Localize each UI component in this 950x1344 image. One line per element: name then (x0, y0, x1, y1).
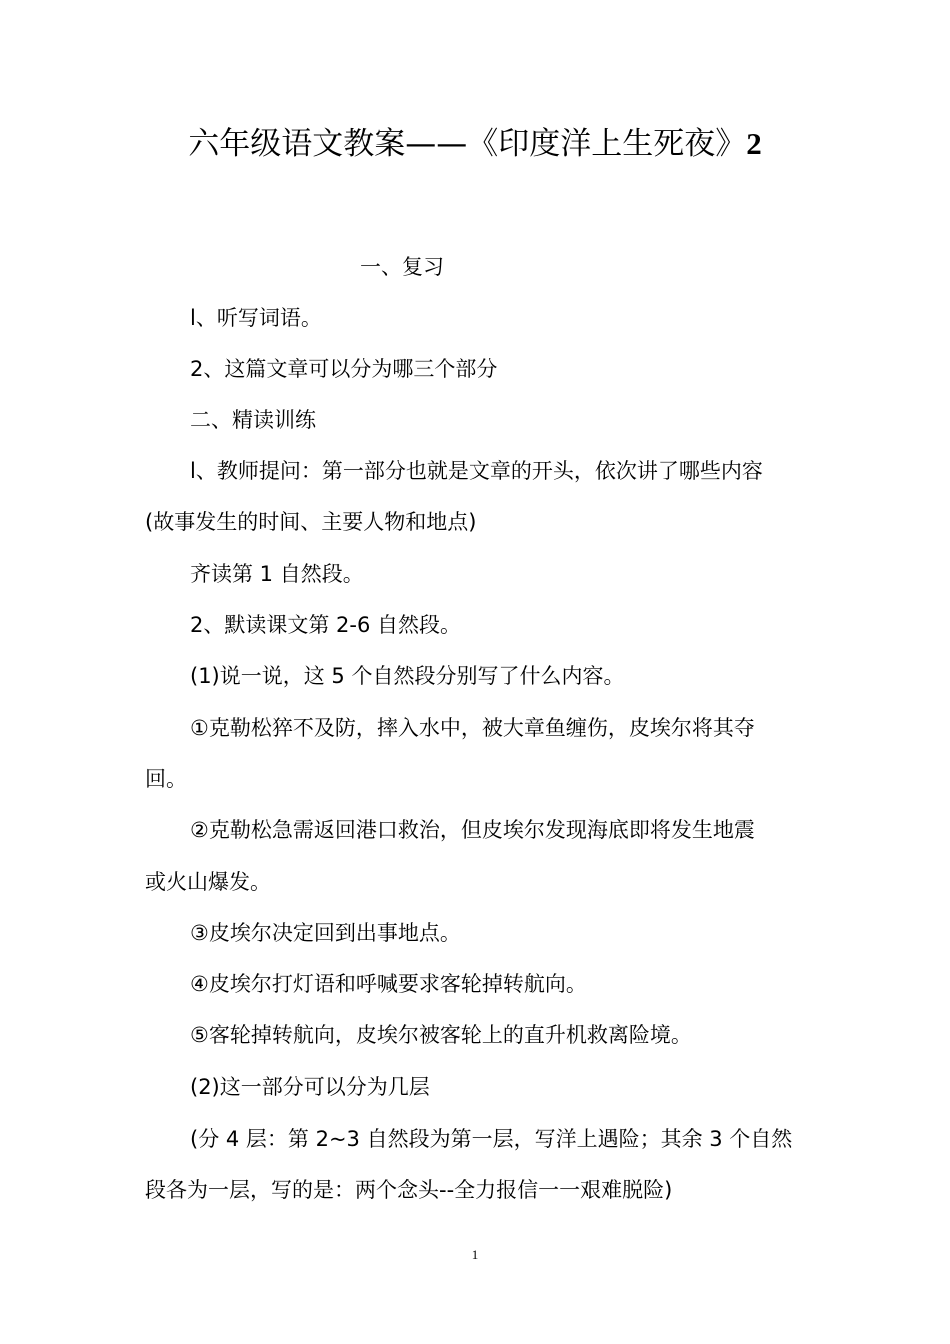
document-title (0, 122, 950, 166)
list-item: ②克勒松急需返回港口救治，但皮埃尔发现海底即将发生地震 (190, 818, 755, 842)
paragraph-line: l、教师提问：第一部分也就是文章的开头，依次讲了哪些内容 (190, 459, 763, 483)
list-item: (1)说一说，这 5 个自然段分别写了什么内容。 (190, 664, 625, 688)
title-text: 六年级语文教案——《印度洋上生死夜》 (188, 126, 747, 162)
paragraph-line: 或火山爆发。 (145, 870, 271, 894)
list-item: 2、默读课文第 2-6 自然段。 (190, 613, 462, 637)
paragraph-line: 回。 (145, 767, 187, 791)
paragraph-line: 段各为一层，写的是：两个念头--全力报信一一艰难脱险) (145, 1178, 673, 1202)
list-item: (2)这一部分可以分为几层 (190, 1075, 430, 1099)
paragraph-line: 齐读第 1 自然段。 (190, 562, 364, 586)
list-item: ④皮埃尔打灯语和呼喊要求客轮掉转航向。 (190, 972, 587, 996)
list-item: ①克勒松猝不及防，摔入水中，被大章鱼缠伤，皮埃尔将其夺 (190, 716, 755, 740)
list-item: ③皮埃尔决定回到出事地点。 (190, 921, 461, 945)
paragraph-line: (故事发生的时间、主要人物和地点) (145, 510, 477, 534)
list-item: l、听写词语。 (190, 306, 322, 330)
paragraph-line: (分 4 层：第 2~3 自然段为第一层，写洋上遇险；其余 3 个自然 (190, 1127, 793, 1151)
section-heading-reading: 二、精读训练 (190, 408, 316, 432)
list-item: ⑤客轮掉转航向，皮埃尔被客轮上的直升机救离险境。 (190, 1023, 692, 1047)
section-heading-review: 一、复习 (360, 255, 444, 279)
list-item: 2、这篇文章可以分为哪三个部分 (190, 357, 498, 381)
page-number: 1 (471, 1247, 479, 1262)
title-number: 2 (746, 126, 762, 161)
